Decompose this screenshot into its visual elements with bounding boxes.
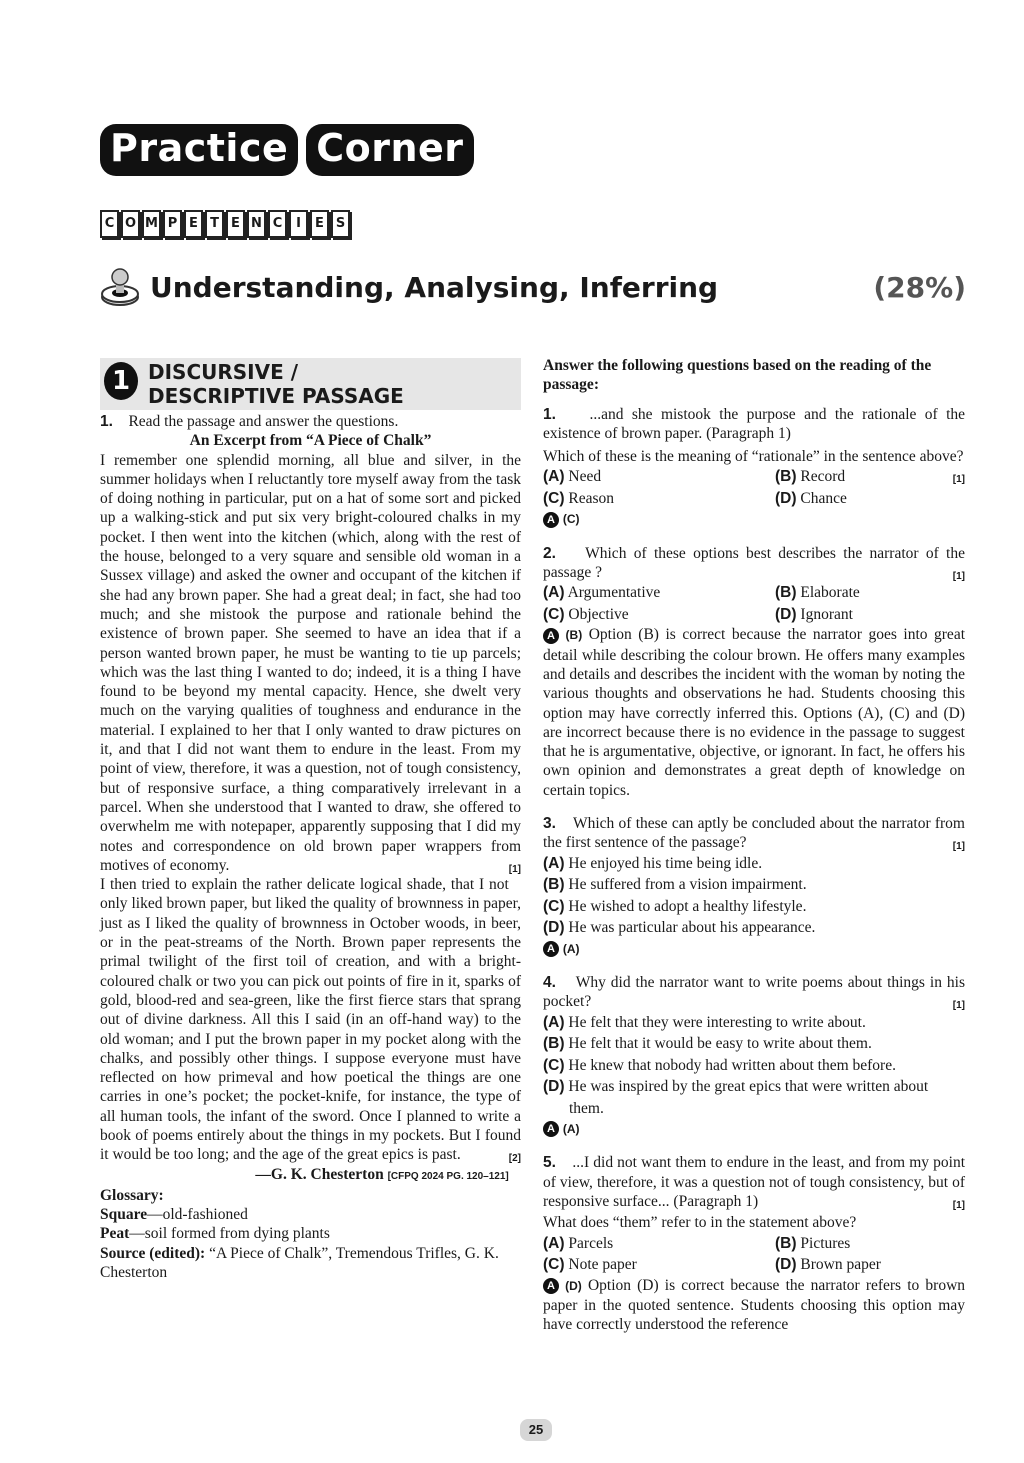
option [543, 1076, 965, 1119]
option-text: He wished to adopt a healthy lifestyle. [568, 897, 807, 915]
glossary-definition: —soil formed from dying plants [129, 1225, 330, 1243]
glossary-entry [100, 1224, 521, 1243]
competencies-letter: S [331, 210, 350, 238]
page-title-word-2: Corner [306, 124, 473, 176]
section-weight: (28%) [873, 270, 966, 304]
options-grid [543, 1233, 965, 1276]
option-label: (C) [543, 489, 565, 507]
question-type-number: 1 [104, 362, 138, 400]
answer [543, 509, 965, 529]
passage-paragraph-1 [100, 451, 521, 876]
question-type-title-line1: DISCURSIVE / [148, 360, 299, 384]
option-text: He felt that it would be easy to write about them. [568, 1035, 872, 1053]
glossary-label: Glossary: [100, 1186, 164, 1204]
option-text: Record [800, 468, 846, 486]
option-label: (B) [775, 468, 797, 486]
page-title [100, 124, 474, 176]
question-3 [543, 814, 965, 959]
answer-icon: A [543, 941, 559, 957]
question-1 [543, 405, 965, 530]
passage-paragraph-1-text: I remember one splendid morning, all blue and silver, in the summer holidays when I reluctantly tore myself away from the task of doing nothing in particular, put on a hat of some sort and picked up a walking-stick and put six very bright-coloured chalks in my pocket. I then went into the kitchen (which, along with the rest of the house, belonged to a very square and sensible old woman in a Sussex village) and asked the owner and occupant of the kitchen if she had any brown paper. She had a great deal; in fact, she had too much; and she mistook the purpose and rationale behind the existence of brown paper. She seemed to have an idea that if a person wanted brown paper, he must be wanting to tie up parcels; which was the last thing I wanted to do; indeed, it is a thing I have found to be beyond my mental capacity. Hence, she dwelt very much on the varying qualities of toughness and endurance in the material. I explained to her that I only wanted to draw pictures on it, and that I did not want them to endure in the least. From my point of view, therefore, it was a question, not of tough consistency, but of responsive surface, a thing comparatively irrelevant in a parcel. When she understood that I wanted to draw, she offered to overwhelm me with notepaper, apparently supposing that I did my notes and correspondence on old brown paper wrappers from motives of economy. [100, 451, 521, 874]
option-text: Chance [800, 489, 847, 507]
question-text: What does “them” refer to in the statement above? [543, 1214, 857, 1232]
competencies-letter: O [121, 210, 140, 238]
question-text-body: Why did the narrator want to write poems about things in his pocket? [543, 973, 965, 1011]
option-text: Ignorant [800, 605, 853, 623]
option-text: Note paper [568, 1256, 637, 1274]
option-text: He suffered from a vision impairment. [568, 876, 807, 894]
competencies-letter: N [247, 210, 266, 238]
option-text: Brown paper [800, 1256, 881, 1274]
competencies-letter: P [163, 210, 182, 238]
page-number: 25 [520, 1419, 552, 1441]
option [543, 853, 965, 875]
option [775, 1254, 965, 1276]
option-label: (D) [775, 1256, 797, 1274]
author-name: —G. K. Chesterton [255, 1165, 384, 1183]
answer-icon: A [543, 512, 559, 528]
option-label: (A) [543, 1013, 565, 1031]
option-label: (B) [543, 1035, 565, 1053]
question-text-body: Which of these is the meaning of “rationale” in the sentence above? [543, 448, 964, 466]
question-quote-text: ...I did not want them to endure in the least, and from my point of view, therefore, it was a question not of tough consistency, but of responsive surface... (Paragraph 1) [543, 1154, 965, 1210]
question-5 [543, 1153, 965, 1334]
author-reference: [CFPQ 2024 PG. 120–121] [387, 1170, 509, 1182]
option-label: (C) [543, 897, 565, 915]
question-number: 4. [543, 973, 556, 991]
competencies-letter: E [184, 210, 203, 238]
passage-title: An Excerpt from “A Piece of Chalk” [189, 432, 432, 450]
option-text: He knew that nobody had written about them before. [568, 1056, 896, 1074]
instruction-text: Read the passage and answer the questions. [128, 413, 399, 430]
option-label: (A) [543, 854, 565, 872]
answer [543, 1119, 965, 1139]
competencies-letter: E [310, 210, 329, 238]
instruction [100, 412, 521, 431]
competencies-letter: C [100, 210, 119, 238]
answer-key: (A) [562, 941, 580, 956]
option-label: (D) [543, 1078, 565, 1096]
passage-author [100, 1165, 521, 1186]
option-text: He enjoyed his time being idle. [568, 854, 763, 872]
option [543, 1012, 965, 1034]
glossary-term: Square [100, 1206, 148, 1224]
option [543, 1254, 775, 1276]
option-text: Parcels [568, 1234, 614, 1252]
question-text [543, 973, 965, 1012]
question-text [543, 814, 965, 853]
competencies-banner [100, 210, 350, 238]
question-number: 1. [543, 405, 556, 423]
question-type-title-line2: DESCRIPTIVE PASSAGE [148, 384, 404, 408]
source-text: “A Piece of Chalk”, Tremendous Trifles, G. K. Chesterton [100, 1244, 499, 1282]
glossary-definition: —old-fashioned [147, 1206, 248, 1224]
question-2 [543, 544, 965, 800]
questions-intro: Answer the following questions based on the reading of the passage: [543, 357, 932, 394]
option [775, 1233, 965, 1255]
option [775, 466, 965, 488]
mark-badge: [2] [508, 1153, 521, 1165]
passage-paragraph-2 [100, 875, 521, 1164]
option [543, 1033, 965, 1055]
option [543, 582, 775, 604]
competencies-letter: I [289, 210, 308, 238]
passage-paragraph-2-text: I then tried to explain the rather delicate logical shade, that I not only liked brown paper, but liked the quality of brownness in paper, just as I liked the quality of brownness in October woods, in beer, or in the peat-streams of the North. Brown paper represents the primal twilight of the first toil of creation, and with a bright-coloured chalk or two you can pick out points of fire in it, sparks of gold, blood-red and sea-green, like the first fierce stars that sprang out of divine darkness. All this I said (in an off-hand way) to the old woman; and I put the brown paper in my pocket along with the chalks, and possibly other things. I suppose everyone must have reflected on how primeval and how poetical the things are one carries in one’s pocket; the pocket-knife, for instance, the type of all human tools, the infant of the sword. Once I planned to write a book of poems entirely about the things in my pockets. But I found it would be too long; and the age of the great epics is past. [100, 876, 521, 1164]
mark-badge: [1] [952, 474, 965, 486]
question-number: 3. [543, 815, 556, 833]
option-text: He felt that they were interesting to write about. [568, 1013, 866, 1031]
source-label: Source (edited): [100, 1244, 206, 1262]
option [775, 488, 965, 510]
option [543, 896, 965, 918]
competencies-letter: M [142, 210, 161, 238]
mark-badge: [1] [508, 863, 521, 875]
question-number: 2. [543, 544, 556, 562]
answer-key: (A) [562, 1122, 580, 1137]
option-label: (A) [543, 584, 565, 602]
questions-column [543, 356, 965, 1334]
option-label: (B) [775, 584, 797, 602]
option-label: (C) [543, 605, 565, 623]
answer-key: (D) [565, 1278, 582, 1293]
question-quote [543, 405, 965, 444]
passage-column [100, 358, 521, 1282]
question-text-body: Which of these can aptly be concluded about the narrator from the first sentence of the passage? [543, 815, 965, 852]
option-label: (A) [543, 468, 565, 486]
option-label: (D) [775, 605, 797, 623]
mark-badge: [1] [952, 1000, 965, 1012]
answer [543, 625, 965, 800]
option-text: Elaborate [800, 584, 860, 602]
option [543, 1055, 965, 1077]
option-label: (A) [543, 1234, 565, 1252]
mark-badge: [1] [952, 571, 965, 583]
option [543, 604, 775, 626]
answer-icon: A [543, 628, 559, 644]
answer-explanation: Option (B) is correct because the narrator goes into great detail while describing the colour brown. He offers many examples and details and describes the incident with the woman by noting the various thoughts and observations he had. Students choosing this option may have correctly inferred this. Options (A), (C) and (D) are incorrect because there is no evidence in the passage to suggest that he is argumentative, objective, or ignorant. In fact, he offers his own opinion and demonstrates a great depth of knowledge on certain topics. [543, 626, 966, 799]
option [543, 917, 965, 939]
options-grid [543, 582, 953, 625]
answer-explanation: Option (D) is correct because the narrator refers to brown paper in the quoted sentence. Students choosing this option may have correctly understood the reference [543, 1276, 966, 1334]
mark-badge: [1] [952, 1199, 965, 1211]
option [543, 874, 965, 896]
option-text: He was inspired by the great epics that were written about them. [568, 1078, 929, 1117]
answer-key: (B) [565, 628, 583, 643]
competencies-letter: T [205, 210, 224, 238]
option-label: (C) [543, 1256, 565, 1274]
option-text: Pictures [800, 1234, 851, 1252]
option-label: (D) [775, 489, 797, 507]
glossary-entry [100, 1205, 521, 1224]
glossary-term: Peat [100, 1225, 130, 1243]
option [543, 466, 775, 488]
answer-key: (C) [562, 512, 580, 527]
push-button-icon [100, 267, 140, 307]
question-text [543, 544, 965, 583]
option-text: Reason [568, 489, 615, 507]
option [775, 582, 965, 604]
question-4 [543, 973, 965, 1139]
question-type-header [100, 358, 521, 410]
option-text: Argumentative [567, 584, 661, 602]
question-text-body: Which of these options best describes the narrator of the passage ? [543, 544, 965, 582]
answer-icon: A [543, 1121, 559, 1137]
answer-icon: A [543, 1278, 559, 1294]
section-title: Understanding, Analysing, Inferring [150, 270, 719, 304]
option-label: (C) [543, 1056, 565, 1074]
competencies-letter: C [268, 210, 287, 238]
competencies-letter: E [226, 210, 245, 238]
option [775, 604, 965, 626]
option-label: (B) [775, 1234, 797, 1252]
section-heading [100, 262, 966, 312]
instruction-number: 1. [100, 413, 113, 430]
question-quote-text: ...and she mistook the purpose and the rationale of the existence of brown paper. (Paragraph 1) [543, 405, 966, 442]
question-number: 5. [543, 1154, 556, 1172]
option [543, 1233, 775, 1255]
answer [543, 939, 965, 959]
option [543, 488, 775, 510]
question-quote [543, 1153, 965, 1211]
answer [543, 1276, 965, 1335]
option-text: Objective [568, 605, 629, 623]
source-note [100, 1244, 521, 1283]
option-label: (B) [543, 876, 565, 894]
mark-badge: [1] [952, 841, 965, 853]
option-text: He was particular about his appearance. [568, 919, 816, 937]
option-label: (D) [543, 919, 565, 937]
option-text: Need [568, 468, 602, 486]
options-grid [543, 466, 953, 509]
question-type-title [148, 360, 404, 408]
page-title-word-1: Practice [100, 124, 298, 176]
